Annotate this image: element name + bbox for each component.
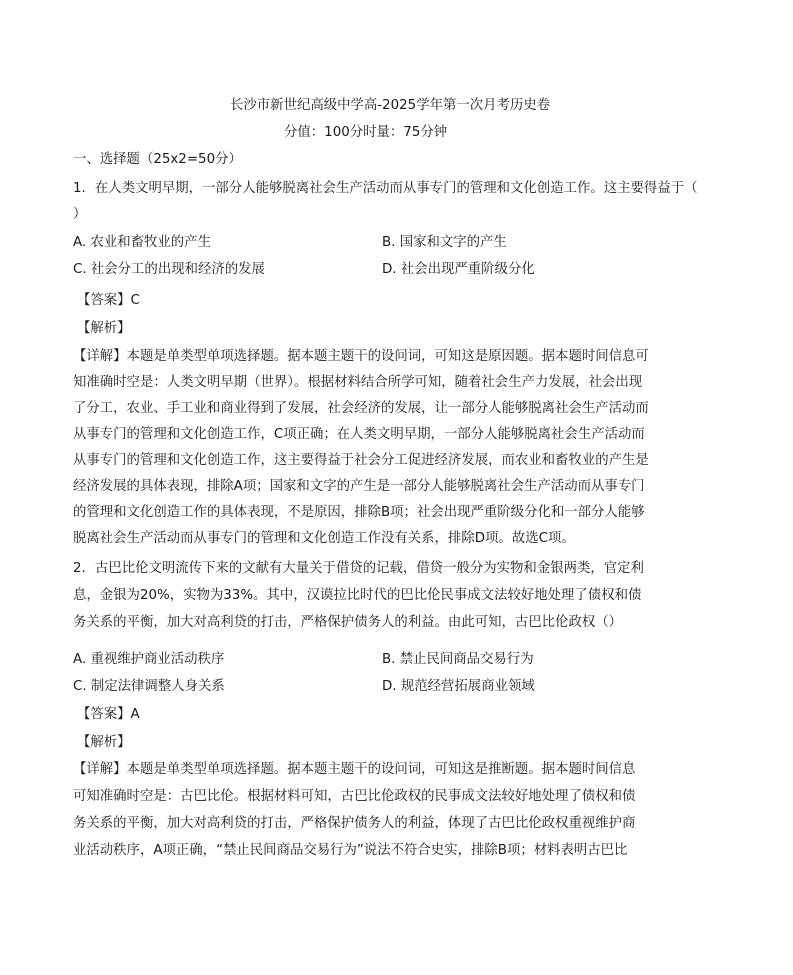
q2-option-b: B. 禁止民间商品交易行为 [382,652,534,667]
q1-detail-line: 的管理和文化创造工作的具体表现，不是原因，排除B项；社会出现严重阶级分化和一部分人能够 [73,505,645,520]
q1-detail-line: 经济发展的具体表现，排除A项；国家和文字的产生是一部分人能够脱离社会生产活动而从事专门 [73,479,645,494]
q2-answer: 【答案】A [77,707,140,722]
q1-detail-line: 知准确时空是：人类文明早期（世界）。根据材料结合所学可知，随着社会生产力发展，社会出现 [73,375,643,390]
q1-detail-line: 了分工，农业、手工业和商业得到了发展，社会经济的发展，让一部分人能够脱离社会生产活动而 [73,401,649,416]
q1-stem-line-1: 1．在人类文明早期，一部分人能够脱离社会生产活动而从事专门的管理和文化创造工作。这主要得益于（ [73,181,698,196]
q1-option-a: A. 农业和畜牧业的产生 [73,235,211,250]
q2-detail-line: 【详解】本题是单类型单项选择题。据本题主题干的设问词，可知这是推断题。据本题时间信息 [73,762,636,777]
q2-stem-line: 息，金银为20%，实物为33%。其中，汉谟拉比时代的巴比伦民事成文法较好地处理了债权和债 [73,588,642,603]
q2-option-a: A. 重视维护商业活动秩序 [73,652,225,667]
q2-option-d: D. 规范经营拓展商业领域 [382,679,535,694]
q2-detail-line: 务关系的平衡，加大对高利贷的打击，严格保护债务人的利益，体现了古巴比伦政权重视维护商 [73,816,636,831]
q1-detail-line: 从事专门的管理和文化创造工作，C项正确；在人类文明早期，一部分人能够脱离社会生产活动而 [73,427,645,442]
q2-detail-line: 业活动秩序，A项正确，“禁止民间商品交易行为”说法不符合史实，排除B项；材料表明古巴比 [73,843,628,858]
section-heading: 一、选择题（25x2=50分） [73,152,242,167]
q1-detail-line: 【详解】本题是单类型单项选择题。据本题主题干的设问词，可知这是原因题。据本题时间信息可 [73,349,649,364]
q1-option-c: C. 社会分工的出现和经济的发展 [73,262,265,277]
q1-detail-line: 从事专门的管理和文化创造工作，这主要得益于社会分工促进经济发展，而农业和畜牧业的产生是 [73,453,649,468]
q1-option-b: B. 国家和文字的产生 [382,235,507,250]
q1-stem-line-2: ） [73,207,87,222]
q1-option-d: D. 社会出现严重阶级分化 [382,262,535,277]
q2-analysis-label: 【解析】 [77,735,131,750]
q1-analysis-label: 【解析】 [77,321,131,336]
q1-answer: 【答案】C [77,293,140,308]
q1-detail-line: 脱离社会生产活动而从事专门的管理和文化创造工作没有关系，排除D项。故选C项。 [73,531,575,546]
q2-stem-line: 2．古巴比伦文明流传下来的文献有大量关于借贷的记载，借贷一般分为实物和金银两类，官定利 [73,561,644,576]
q2-stem-line: 务关系的平衡，加大对高利贷的打击，严格保护债务人的利益。由此可知，古巴比伦政权（） [73,615,623,630]
exam-subtitle: 分值：100分时量：75分钟 [284,125,448,140]
q2-detail-line: 可知准确时空是：古巴比伦。根据材料可知，古巴比伦政权的民事成文法较好地处理了债权和债 [73,789,636,804]
q2-option-c: C. 制定法律调整人身关系 [73,679,225,694]
exam-title: 长沙市新世纪高级中学高-2025学年第一次月考历史卷 [230,98,551,113]
